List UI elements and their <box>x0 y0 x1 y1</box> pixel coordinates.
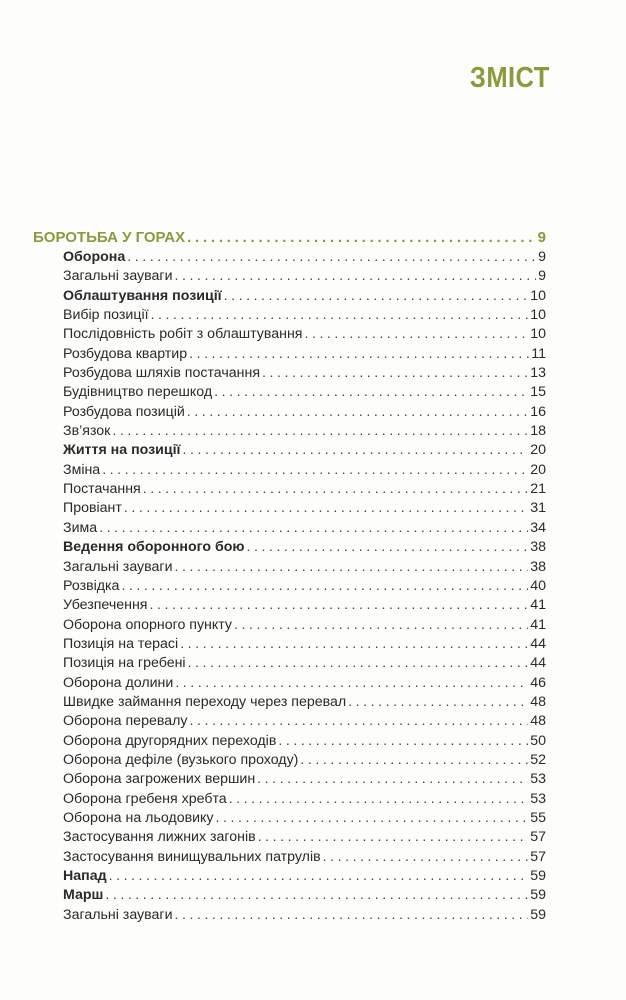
dot-leader <box>175 558 529 577</box>
toc-entry <box>33 383 546 402</box>
dot-leader <box>187 228 536 247</box>
toc-entry-label: Постачання <box>63 481 141 498</box>
dot-leader <box>105 886 528 905</box>
toc-entry-label: Загальні зауваги <box>63 268 173 285</box>
toc-entry-label: Зв’язок <box>63 423 111 440</box>
toc-entry <box>33 906 546 925</box>
toc-part-heading <box>33 228 546 248</box>
toc-entry-label: Застосування лижних загонів <box>63 829 256 846</box>
toc-entry <box>33 616 546 635</box>
dot-leader <box>121 577 528 596</box>
dot-leader <box>175 267 537 286</box>
dot-leader <box>109 867 529 886</box>
toc-entry <box>33 654 546 673</box>
toc-page-number: 46 <box>530 674 546 691</box>
toc-page-number: 21 <box>530 481 546 498</box>
toc-entry-label: Оборона гребеня хребта <box>63 790 227 807</box>
toc-entry <box>33 480 546 499</box>
dot-leader <box>247 538 529 557</box>
toc-section-entry <box>33 441 546 460</box>
table-of-contents <box>33 228 546 925</box>
dot-leader <box>214 383 528 402</box>
toc-entry <box>33 790 546 809</box>
toc-page-number: 41 <box>530 616 546 633</box>
dot-leader <box>304 325 528 344</box>
toc-entry <box>33 519 546 538</box>
toc-entry <box>33 635 546 654</box>
toc-page-number: 34 <box>530 519 546 536</box>
toc-page-number: 53 <box>530 771 546 788</box>
toc-entry-label: Убезпечення <box>63 597 148 614</box>
toc-entry <box>33 809 546 828</box>
toc-entry <box>33 770 546 789</box>
toc-page-number: 55 <box>530 809 546 826</box>
toc-entry-label: Зима <box>63 519 98 536</box>
toc-entry <box>33 461 546 480</box>
toc-entry-label: Оборона другорядних переходів <box>63 732 277 749</box>
toc-entry <box>33 577 546 596</box>
dot-leader <box>127 248 536 267</box>
toc-entry-label: Марш <box>63 887 104 904</box>
dot-leader <box>102 461 528 480</box>
dot-leader <box>188 654 529 673</box>
toc-entry-label: Розвідка <box>63 577 120 594</box>
dot-leader <box>183 441 529 460</box>
toc-entry-label: Вибір позиції <box>63 307 149 324</box>
toc-entry <box>33 499 546 518</box>
toc-page-number: 53 <box>530 790 546 807</box>
toc-entry-label: Оборона долини <box>63 674 174 691</box>
dot-leader <box>180 635 528 654</box>
toc-page-number: 20 <box>530 442 546 459</box>
toc-section-entry <box>33 538 546 557</box>
toc-section-entry <box>33 867 546 886</box>
dot-leader <box>257 770 528 789</box>
toc-entry-label: Оборона загрожених вершин <box>63 771 256 788</box>
dot-leader <box>99 519 528 538</box>
toc-entry-label: Розбудова позицій <box>63 403 185 420</box>
toc-section-entry <box>33 287 546 306</box>
toc-entry-label: Ведення оборонного бою <box>63 539 245 556</box>
toc-page-number: 52 <box>530 751 546 768</box>
toc-section-entry <box>33 886 546 905</box>
toc-page-number: 48 <box>530 693 546 710</box>
toc-page-number: 50 <box>530 732 546 749</box>
toc-entry <box>33 364 546 383</box>
toc-page-number: 44 <box>530 655 546 672</box>
dot-leader <box>348 693 528 712</box>
toc-page-number: 48 <box>530 713 546 730</box>
toc-entry <box>33 306 546 325</box>
dot-leader <box>175 906 529 925</box>
dot-leader <box>258 828 529 847</box>
toc-page-number: 57 <box>530 829 546 846</box>
toc-entry <box>33 325 546 344</box>
toc-entry-label: Оборона перевалу <box>63 713 188 730</box>
toc-page-number: 9 <box>537 229 546 246</box>
toc-entry-label: Оборона <box>63 249 126 265</box>
toc-entry <box>33 674 546 693</box>
toc-entry <box>33 422 546 441</box>
toc-page-number: 20 <box>530 461 546 478</box>
toc-entry <box>33 403 546 422</box>
toc-page-number: 38 <box>530 558 546 575</box>
toc-entry-label: Життя на позиції <box>63 442 181 459</box>
toc-entry <box>33 267 546 286</box>
dot-leader <box>189 345 529 364</box>
toc-page-number: 16 <box>530 403 546 420</box>
page-title: ЗМІСТ <box>470 62 550 94</box>
toc-page-number: 13 <box>530 365 546 382</box>
dot-leader <box>150 596 529 615</box>
toc-page-number: 44 <box>530 635 546 652</box>
toc-entry-label: Зміна <box>63 461 101 478</box>
toc-entry-label: Розбудова шляхів постачання <box>63 365 261 382</box>
toc-entry <box>33 345 546 364</box>
toc-page-number: 10 <box>530 326 546 343</box>
toc-entry-label: Облаштування позиції <box>63 287 222 304</box>
dot-leader <box>190 712 529 731</box>
toc-page-number: 11 <box>531 345 546 362</box>
toc-entry-label: Позиція на гребені <box>63 655 186 672</box>
toc-entry-label: Розбудова квартир <box>63 345 188 362</box>
dot-leader <box>151 306 529 325</box>
toc-section-entry <box>33 248 546 267</box>
toc-entry-label: Оборона дефіле (вузького проходу) <box>63 751 299 768</box>
toc-entry-label: Напад <box>63 868 107 884</box>
toc-entry-label: Позиція на терасі <box>63 635 179 652</box>
toc-entry-label: Загальні зауваги <box>63 906 173 923</box>
toc-entry <box>33 828 546 847</box>
toc-page-number: 59 <box>530 887 546 904</box>
toc-entry-label: Швидке займання переходу через перевал <box>63 693 347 710</box>
dot-leader <box>175 674 528 693</box>
toc-page-number: 59 <box>530 906 546 923</box>
toc-page-number: 57 <box>530 848 546 865</box>
toc-page-number: 59 <box>530 868 546 884</box>
dot-leader <box>323 848 529 867</box>
toc-entry-label: Застосування винищувальних патрулів <box>63 848 321 865</box>
toc-page-number: 41 <box>530 597 546 614</box>
toc-page-number: 40 <box>530 577 546 594</box>
toc-page-number: 38 <box>530 539 546 556</box>
toc-entry <box>33 693 546 712</box>
toc-entry <box>33 751 546 770</box>
dot-leader <box>112 422 528 441</box>
dot-leader <box>300 751 528 770</box>
dot-leader <box>278 732 528 751</box>
dot-leader <box>262 364 528 383</box>
dot-leader <box>216 809 529 828</box>
toc-page-number: 10 <box>530 307 546 324</box>
toc-entry-label: Провіант <box>63 500 122 517</box>
dot-leader <box>187 403 528 422</box>
toc-page-number: 18 <box>530 423 546 440</box>
toc-page-number: 15 <box>530 384 546 401</box>
toc-entry-label: Оборона опорного пункту <box>63 616 233 633</box>
toc-page-number: 31 <box>530 500 546 517</box>
toc-page-number: 9 <box>538 249 546 265</box>
toc-entry <box>33 558 546 577</box>
toc-entry-label: Послідовність робіт з облаштування <box>63 326 303 343</box>
dot-leader <box>229 790 529 809</box>
toc-entry <box>33 596 546 615</box>
toc-entry-label: Будівництво перешкод <box>63 384 213 401</box>
dot-leader <box>143 480 528 499</box>
toc-entry <box>33 848 546 867</box>
dot-leader <box>234 616 528 635</box>
toc-entry-label: Загальні зауваги <box>63 558 173 575</box>
toc-entry <box>33 732 546 751</box>
toc-entry-label: Оборона на льодовику <box>63 809 214 826</box>
toc-part-label: БОРОТЬБА У ГОРАХ <box>33 229 186 246</box>
toc-page-number: 10 <box>530 287 546 304</box>
toc-entry <box>33 712 546 731</box>
dot-leader <box>224 287 529 306</box>
toc-page-number: 9 <box>538 268 546 285</box>
dot-leader <box>124 499 528 518</box>
